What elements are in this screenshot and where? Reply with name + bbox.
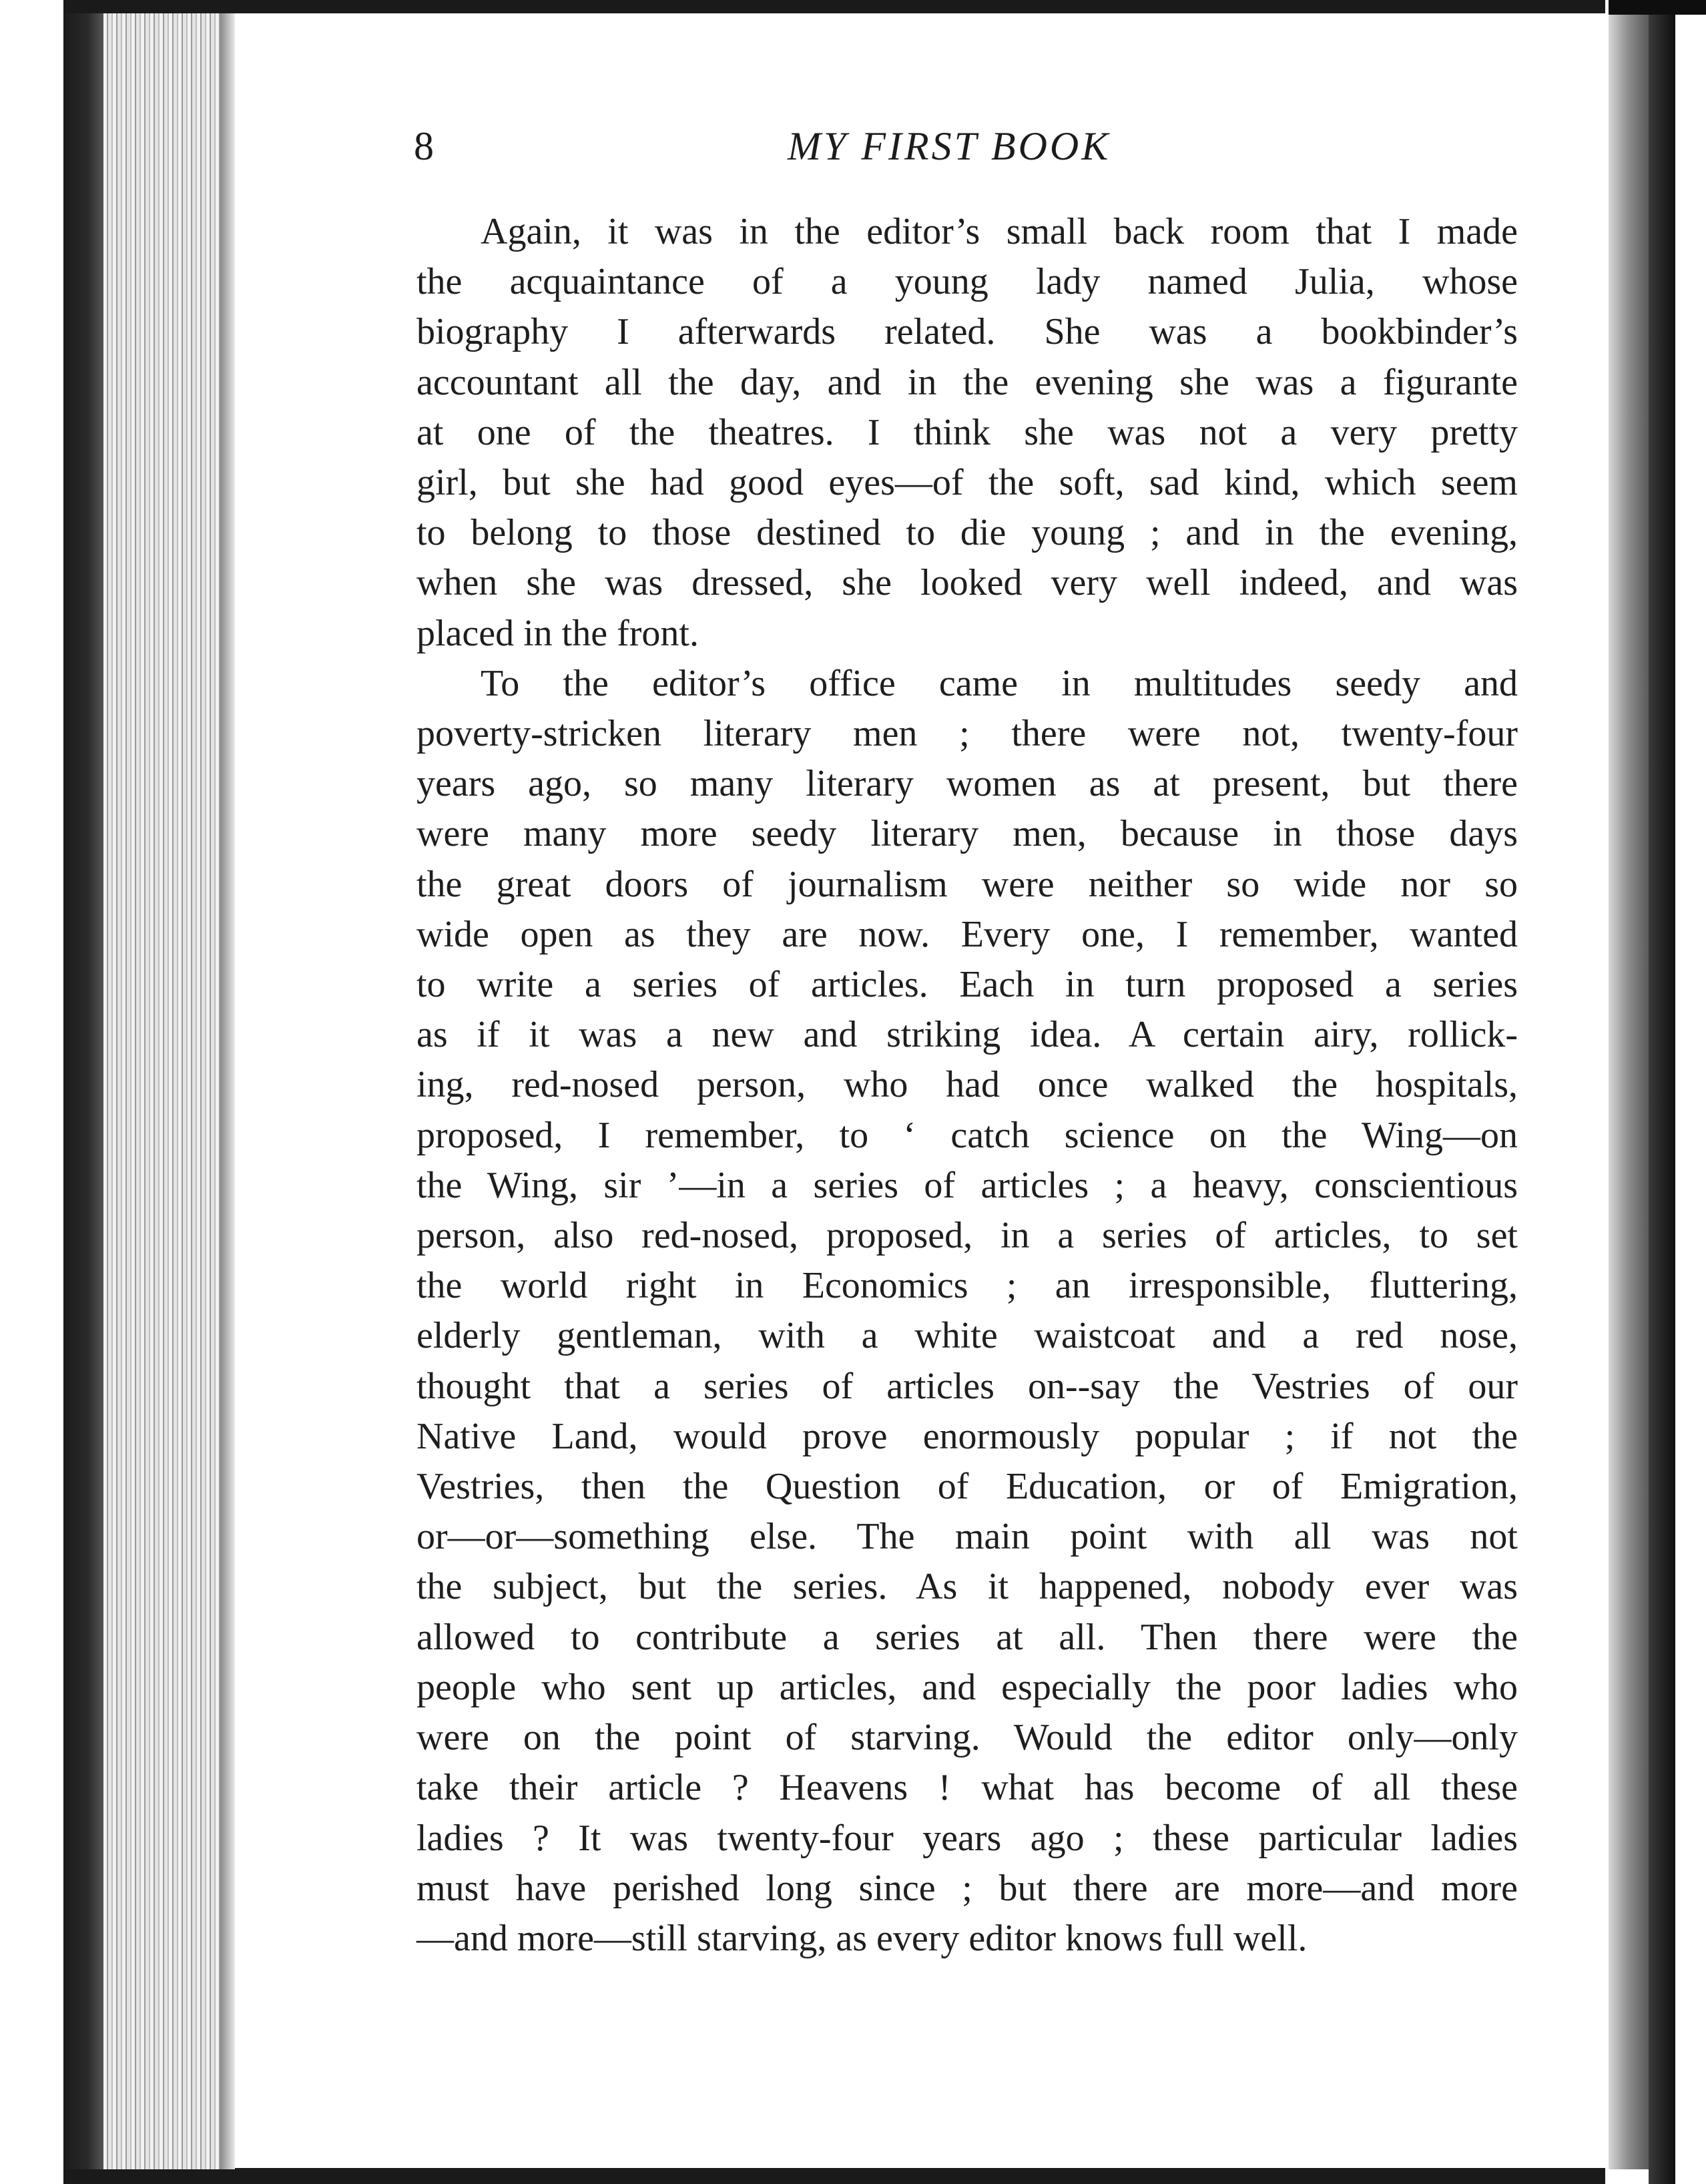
page-edges (103, 13, 227, 2169)
text-line: placed in the front. (416, 612, 699, 654)
text-line: to write a series of articles. Each in turn proposed a series (416, 964, 1518, 1006)
body-text (416, 207, 1518, 1964)
running-head (414, 87, 1415, 220)
text-line: to belong to those destined to die young ; and in the evening, (416, 512, 1518, 554)
facing-page-edge (1609, 13, 1649, 2169)
text-line: were on the point of starving. Would the editor only—only (416, 1717, 1518, 1759)
text-line: years ago, so many literary women as at present, but there (416, 763, 1518, 805)
text-line: or—or—something else. The main point with all was not (416, 1516, 1518, 1558)
text-line: proposed, I remember, to ‘ catch science on the Wing—on (416, 1114, 1518, 1156)
text-line: the Wing, sir ’—in a series of articles ; a heavy, conscientious (416, 1164, 1518, 1206)
text-line: poverty-stricken literary men ; there were not, twenty-four (416, 713, 1518, 755)
text-line: Native Land, would prove enormously popular ; if not the (416, 1415, 1518, 1457)
page-number: 8 (414, 124, 434, 168)
text-line: the subject, but the series. As it happened, nobody ever was (416, 1566, 1518, 1608)
text-line: Vestries, then the Question of Education, or of Emigration, (416, 1466, 1518, 1508)
text-line: the great doors of journalism were neither so wide nor so (416, 863, 1518, 905)
text-line: ladies ? It was twenty-four years ago ; these particular ladies (416, 1817, 1518, 1859)
scan-top-border (63, 0, 1605, 13)
text-line: —and more—still starving, as every editor knows full well. (416, 1917, 1308, 1959)
text-line: ing, red-nosed person, who had once walked the hospitals, (416, 1064, 1518, 1106)
text-line: wide open as they are now. Every one, I remember, wanted (416, 913, 1518, 955)
text-line: the world right in Economics ; an irresponsible, fluttering, (416, 1265, 1518, 1307)
text-line: thought that a series of articles on--say the Vestries of our (416, 1365, 1518, 1407)
text-line: must have perished long since ; but there are more—and more (416, 1867, 1518, 1909)
text-line: as if it was a new and striking idea. A certain airy, rollick- (416, 1014, 1518, 1056)
scan-bottom-border (63, 2168, 1605, 2184)
text-line: when she was dressed, she looked very well indeed, and was (416, 562, 1518, 604)
text-line: girl, but she had good eyes—of the soft, sad kind, which seem (416, 462, 1518, 504)
running-title: MY FIRST BOOK (788, 124, 1111, 168)
text-line: people who sent up articles, and especially the poor ladies who (416, 1666, 1518, 1708)
text-line: elderly gentleman, with a white waistcoat and a red nose, (416, 1315, 1518, 1357)
text-line: take their article ? Heavens ! what has become of all these (416, 1767, 1518, 1809)
text-line: at one of the theatres. I think she was not a very pretty (416, 411, 1518, 453)
text-line: To the editor’s office came in multitudes seedy and (481, 662, 1518, 704)
text-line: were many more seedy literary men, because in those days (416, 813, 1518, 855)
paragraph-2 (416, 659, 1518, 1964)
text-line: person, also red-nosed, proposed, in a series of articles, to set (416, 1215, 1518, 1257)
right-fold-shadow (1649, 0, 1675, 2184)
text-line: biography I afterwards related. She was a bookbinder’s (416, 311, 1518, 353)
paragraph-1 (416, 207, 1518, 659)
text-line: allowed to contribute a series at all. Then there were the (416, 1616, 1518, 1658)
gutter-shadow (220, 13, 235, 2169)
scan-right-border (1609, 0, 1706, 15)
book-spine (63, 13, 103, 2169)
text-line: Again, it was in the editor’s small back room that I made (481, 211, 1518, 252)
text-line: the acquaintance of a young lady named Julia, whose (416, 261, 1518, 303)
text-line: accountant all the day, and in the evening she was a figurante (416, 361, 1518, 403)
